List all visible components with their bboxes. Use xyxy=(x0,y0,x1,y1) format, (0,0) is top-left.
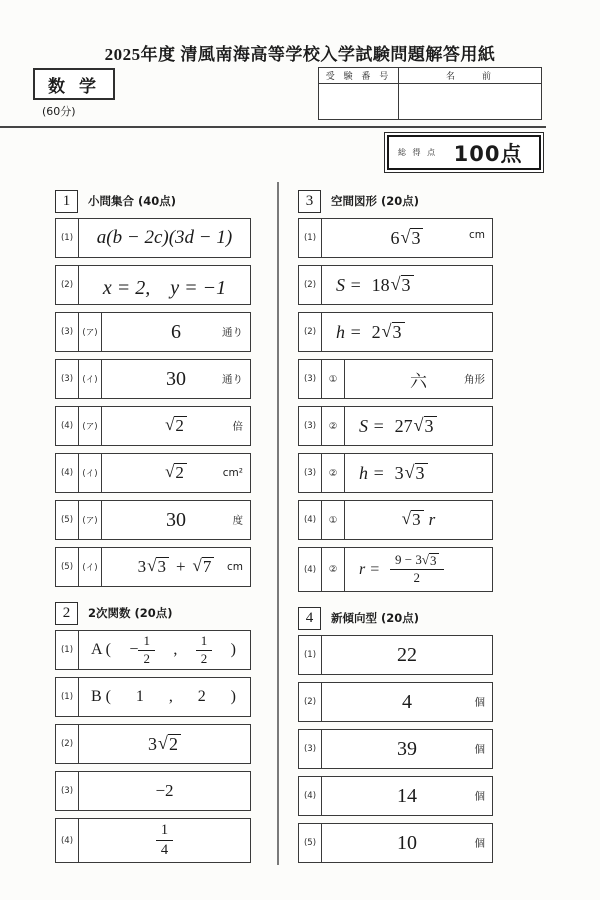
section-3-title: 空間図形 (20点) xyxy=(331,194,420,208)
answer-value xyxy=(79,725,250,763)
comma: , xyxy=(173,641,178,658)
answer-row-s1-2 xyxy=(55,265,251,305)
column-divider-line xyxy=(277,182,279,865)
fraction-denominator: 2 xyxy=(143,650,150,666)
coefficient: 18 xyxy=(371,274,390,295)
answer-row-s1-4b xyxy=(55,453,251,493)
row-label: (4) xyxy=(299,501,322,539)
row-sublabel: (イ) xyxy=(79,360,102,398)
answer-row-s2-1b xyxy=(55,677,251,717)
total-score-label: 総 得 点 xyxy=(398,148,438,157)
answer-unit: 個 xyxy=(474,696,485,709)
row-label: (1) xyxy=(299,636,322,674)
subject-box xyxy=(33,68,115,100)
section-3-header xyxy=(298,190,493,212)
section-4-header xyxy=(298,607,493,629)
sqrt-sign: √ xyxy=(404,461,415,482)
answer-value xyxy=(345,407,492,445)
answer-value xyxy=(79,772,250,810)
point-prefix: A ( xyxy=(91,641,111,658)
answer-value xyxy=(345,501,492,539)
sqrt-sign: √ xyxy=(381,320,392,341)
value-text: −2 xyxy=(155,781,174,800)
row-label: (4) xyxy=(56,407,79,445)
answer-row-s1-3b xyxy=(55,359,251,399)
answer-value xyxy=(322,777,492,815)
answer-value xyxy=(322,824,492,862)
fraction-denominator: 2 xyxy=(413,570,421,586)
square-root xyxy=(158,734,181,755)
answer-row-s3-3-1 xyxy=(298,359,493,399)
section-1-title: 小問集合 (40点) xyxy=(88,194,177,208)
row-sublabel: ② xyxy=(322,407,345,445)
row-label: (4) xyxy=(299,548,322,591)
row-sublabel: (ア) xyxy=(79,407,102,445)
value-text: 六 xyxy=(410,371,427,392)
math-expression: a(b − 2c)(3d − 1) xyxy=(96,227,233,248)
sqrt-sign: √ xyxy=(158,732,168,753)
minus-sign: − xyxy=(129,641,139,658)
answer-unit: cm xyxy=(226,561,243,573)
row-label: (3) xyxy=(56,772,79,810)
value-text: 6 xyxy=(171,320,181,343)
fraction-numerator xyxy=(390,553,443,570)
answer-unit: 通り xyxy=(222,373,243,386)
answer-row-s1-1 xyxy=(55,218,251,258)
answer-unit: 個 xyxy=(474,837,485,850)
answer-row-s3-4-2 xyxy=(298,547,493,592)
sqrt-radicand: 2 xyxy=(174,416,187,436)
answer-row-s4-5 xyxy=(298,823,493,863)
sqrt-radicand: 3 xyxy=(430,552,437,568)
answer-value xyxy=(322,730,492,768)
value-text: 4 xyxy=(402,690,412,713)
sqrt-sign: √ xyxy=(400,226,411,247)
row-sublabel: (イ) xyxy=(79,548,102,586)
answer-value xyxy=(102,407,250,445)
square-root xyxy=(401,228,424,249)
answer-value xyxy=(79,678,250,716)
square-root xyxy=(414,416,437,437)
right-column xyxy=(298,190,493,870)
sqrt-radicand: 3 xyxy=(424,416,437,437)
row-label: (3) xyxy=(56,360,79,398)
sqrt-radicand: 3 xyxy=(410,228,423,249)
answer-value xyxy=(79,631,250,669)
answer-value xyxy=(102,501,250,539)
row-label: (4) xyxy=(56,819,79,862)
left-column xyxy=(55,190,251,870)
coefficient: 2 xyxy=(371,321,381,342)
coefficient: 6 xyxy=(390,227,400,248)
sqrt-sign: √ xyxy=(192,556,202,576)
sqrt-sign: √ xyxy=(401,509,412,529)
value-text: 30 xyxy=(166,367,186,390)
row-label: (4) xyxy=(56,454,79,492)
square-root xyxy=(147,557,169,577)
answer-row-s2-3 xyxy=(55,771,251,811)
name-cell xyxy=(399,84,541,119)
total-score-value: 100点 xyxy=(453,141,523,166)
row-label: (1) xyxy=(56,219,79,257)
coordinate-answer xyxy=(79,634,250,667)
equation-prefix: h = xyxy=(359,462,385,483)
sqrt-radicand: 3 xyxy=(401,275,414,296)
fraction-numerator: 1 xyxy=(196,634,213,651)
answer-value xyxy=(345,360,492,398)
fraction-denominator: 4 xyxy=(160,842,169,858)
answer-row-s4-1 xyxy=(298,635,493,675)
row-label: (2) xyxy=(299,313,322,351)
row-sublabel: ② xyxy=(322,548,345,591)
sqrt-sign: √ xyxy=(165,415,175,435)
square-root xyxy=(422,553,439,568)
row-label: (1) xyxy=(56,631,79,669)
answer-unit: 度 xyxy=(232,514,243,527)
sqrt-sign: √ xyxy=(390,273,401,294)
row-label: (3) xyxy=(299,407,322,445)
row-sublabel: ① xyxy=(322,360,345,398)
fraction xyxy=(156,822,173,858)
section-2-title: 2次関数 (20点) xyxy=(88,606,173,620)
exam-number-cell xyxy=(319,84,399,119)
sqrt-radicand: 3 xyxy=(415,463,428,484)
row-label: (5) xyxy=(299,824,322,862)
section-1-header xyxy=(55,190,251,212)
variable-suffix: r xyxy=(428,510,436,529)
header-divider-line xyxy=(0,126,546,128)
fraction xyxy=(138,634,155,667)
section-1-number: 1 xyxy=(55,190,78,213)
row-sublabel: (ア) xyxy=(79,313,102,351)
name-header: 名 前 xyxy=(399,68,541,84)
value-text: 39 xyxy=(397,737,417,760)
point-prefix: B ( xyxy=(91,688,111,705)
row-label: (1) xyxy=(56,678,79,716)
row-label: (3) xyxy=(299,730,322,768)
sqrt-sign: √ xyxy=(413,414,424,435)
answer-row-s2-4 xyxy=(55,818,251,863)
sqrt-radicand: 2 xyxy=(174,463,187,483)
coordinate-answer xyxy=(79,688,250,706)
row-label: (5) xyxy=(56,548,79,586)
duration-label: (60分) xyxy=(42,105,76,118)
answer-value xyxy=(345,454,492,492)
sqrt-radicand: 3 xyxy=(392,322,405,343)
answer-unit: 角形 xyxy=(464,373,485,386)
answer-value xyxy=(102,360,250,398)
answer-row-s1-4a xyxy=(55,406,251,446)
examinee-table xyxy=(318,67,542,120)
fraction-numerator: 1 xyxy=(138,634,155,651)
comma: , xyxy=(168,688,173,705)
row-label: (5) xyxy=(56,501,79,539)
row-sublabel: (イ) xyxy=(79,454,102,492)
answer-row-s3-1 xyxy=(298,218,493,258)
equation-prefix: S = xyxy=(359,415,385,436)
answer-row-s4-4 xyxy=(298,776,493,816)
row-label: (2) xyxy=(299,266,322,304)
sqrt-radicand: 7 xyxy=(202,557,215,577)
close-paren: ) xyxy=(230,641,236,658)
answer-unit: cm² xyxy=(222,467,243,479)
sqrt-radicand: 3 xyxy=(156,557,169,577)
close-paren: ) xyxy=(230,688,236,705)
answer-value xyxy=(322,219,492,257)
section-4-title: 新傾向型 (20点) xyxy=(331,611,420,625)
section-2-header xyxy=(55,602,251,624)
square-root xyxy=(402,510,424,530)
answer-row-s3-3-2h xyxy=(298,453,493,493)
row-label: (1) xyxy=(299,219,322,257)
coefficient: 3 xyxy=(394,462,404,483)
sqrt-sign: √ xyxy=(421,551,430,567)
square-root xyxy=(165,463,187,483)
section-2-number: 2 xyxy=(55,602,78,625)
answer-value xyxy=(79,819,250,862)
row-sublabel: (ア) xyxy=(79,501,102,539)
answer-value xyxy=(322,266,492,304)
fraction xyxy=(390,553,443,586)
sqrt-sign: √ xyxy=(147,556,157,576)
answer-row-s1-3a xyxy=(55,312,251,352)
equation-prefix: S = xyxy=(336,274,362,295)
answer-unit: 倍 xyxy=(232,420,243,433)
answer-row-s4-2 xyxy=(298,682,493,722)
answer-row-s1-5b xyxy=(55,547,251,587)
answer-row-s1-5a xyxy=(55,500,251,540)
y-coordinate: 2 xyxy=(197,688,206,705)
exam-number-header: 受 験 番 号 xyxy=(319,68,399,84)
answer-row-s3-3-2s xyxy=(298,406,493,446)
answer-value xyxy=(102,548,250,586)
answer-value xyxy=(102,313,250,351)
answer-row-s2-1a xyxy=(55,630,251,670)
answer-row-s3-2s xyxy=(298,265,493,305)
page-title: 2025年度 清風南海高等学校入学試験問題解答用紙 xyxy=(104,45,496,64)
section-3-number: 3 xyxy=(298,190,321,213)
row-label: (3) xyxy=(299,360,322,398)
row-sublabel: ① xyxy=(322,501,345,539)
square-root xyxy=(165,416,187,436)
fraction-denominator: 2 xyxy=(200,650,208,666)
x-coordinate xyxy=(129,634,155,667)
total-score-inner-frame xyxy=(387,135,541,170)
square-root xyxy=(405,463,428,484)
row-label: (3) xyxy=(56,313,79,351)
subject-label: 数 学 xyxy=(48,76,100,97)
row-label: (2) xyxy=(299,683,322,721)
x-coordinate: 1 xyxy=(135,688,144,705)
row-sublabel: ② xyxy=(322,454,345,492)
answer-value xyxy=(102,454,250,492)
fraction xyxy=(196,634,213,667)
answer-row-s3-2h xyxy=(298,312,493,352)
answer-value xyxy=(322,636,492,674)
answer-value xyxy=(79,266,250,304)
section-4-number: 4 xyxy=(298,607,321,630)
row-label: (3) xyxy=(299,454,322,492)
row-label: (2) xyxy=(56,266,79,304)
square-root xyxy=(193,557,215,577)
numerator-text: 9 − 3 xyxy=(395,551,422,567)
row-label: (2) xyxy=(56,725,79,763)
sqrt-radicand: 3 xyxy=(411,510,424,530)
equation-prefix: h = xyxy=(336,321,362,342)
equation-prefix: r = xyxy=(359,560,381,578)
answer-unit: 個 xyxy=(474,743,485,756)
answer-value xyxy=(322,313,492,351)
answer-row-s3-4-1 xyxy=(298,500,493,540)
total-score-box xyxy=(384,132,544,173)
value-text: 22 xyxy=(397,643,417,666)
value-text: 10 xyxy=(397,831,417,854)
answer-row-s4-3 xyxy=(298,729,493,769)
answer-unit: 個 xyxy=(474,790,485,803)
coefficient: 3 xyxy=(137,557,147,576)
plus-operator: + xyxy=(175,557,186,576)
value-text: 30 xyxy=(166,508,186,531)
row-label: (4) xyxy=(299,777,322,815)
coefficient: 3 xyxy=(148,733,158,754)
sqrt-sign: √ xyxy=(165,462,175,482)
answer-row-s2-2 xyxy=(55,724,251,764)
coefficient: 27 xyxy=(394,415,413,436)
sqrt-radicand: 2 xyxy=(168,734,181,755)
value-text: 14 xyxy=(397,784,417,807)
square-root xyxy=(382,322,405,343)
answer-value xyxy=(345,548,492,591)
fraction-numerator: 1 xyxy=(156,822,173,841)
answer-value xyxy=(322,683,492,721)
math-expression: x = 2, y = −1 xyxy=(102,276,227,299)
square-root xyxy=(391,275,414,296)
answer-unit: cm xyxy=(468,229,485,241)
answer-value xyxy=(79,219,250,257)
answer-unit: 通り xyxy=(222,326,243,339)
